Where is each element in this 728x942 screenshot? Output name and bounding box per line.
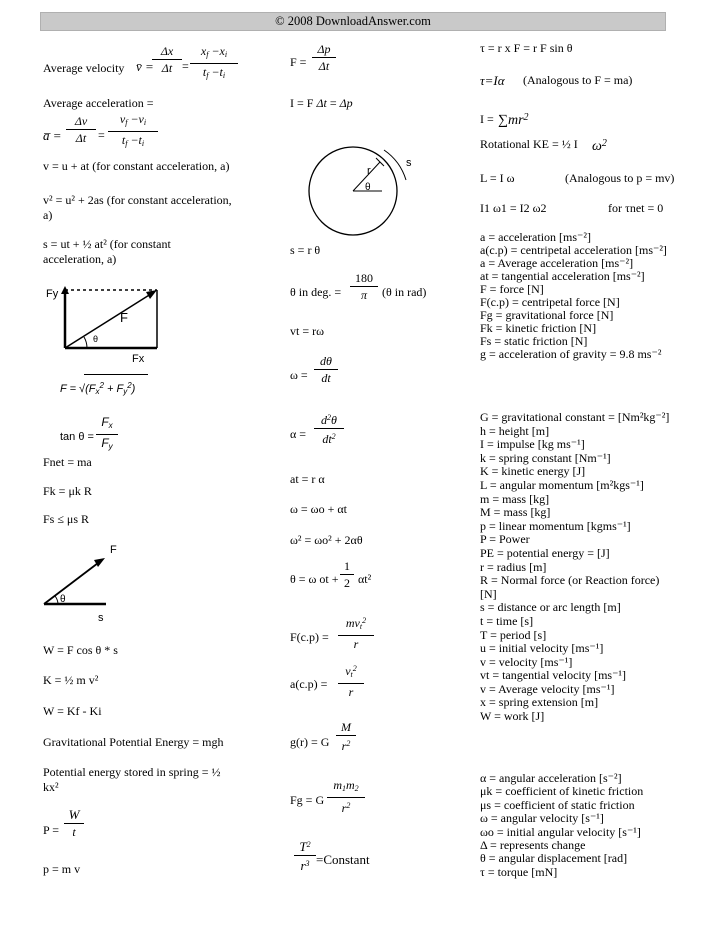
legend-item: μs = coefficient of static friction bbox=[480, 797, 635, 812]
avg-accel-symbol: a̅ = bbox=[43, 128, 62, 143]
legend-item: F(c.p) = centripetal force [N] bbox=[480, 295, 620, 309]
avg-accel-label: Average acceleration = bbox=[43, 96, 154, 110]
eq-kepler-end: =Constant bbox=[316, 852, 370, 867]
eq-kinetic-energy: K = ½ m v² bbox=[43, 673, 99, 687]
eq-inertia-label: I = bbox=[480, 112, 494, 126]
legend-item: m = mass [kg] bbox=[480, 491, 550, 506]
eq-torque-alpha-note: (Analogous to F = ma) bbox=[523, 73, 633, 87]
legend-item: T = period [s] bbox=[480, 627, 547, 642]
eq-spring-pe-line2: kx² bbox=[43, 780, 59, 794]
legend-item: v = velocity [ms⁻¹] bbox=[480, 654, 573, 669]
legend-item: t = time [s] bbox=[480, 613, 534, 628]
radius-label: r bbox=[367, 165, 371, 177]
legend-item: h = height [m] bbox=[480, 423, 550, 438]
eq-force-magnitude: $F = √(F_x^2 + F_y^2)$ bbox=[60, 381, 136, 396]
avg-velocity-symbol: v̄ = bbox=[136, 59, 154, 74]
eq-power-label: P = bbox=[43, 823, 59, 837]
legend-item: F = force [N] bbox=[480, 282, 544, 296]
legend-group-1 bbox=[480, 231, 720, 361]
alpha-fraction: $d^2\theta$ $dt^2$ bbox=[314, 411, 344, 446]
power-fraction: W t bbox=[64, 808, 84, 839]
eq-theta-label: θ = ω ot + bbox=[290, 572, 339, 586]
eq-velocity: v = u + at (for constant acceleration, a) bbox=[43, 159, 230, 173]
eq-net-force: Fnet = ma bbox=[43, 455, 92, 469]
centripetal-accel-fraction: $v_t^2$ r bbox=[338, 662, 364, 699]
legend-item: r = radius [m] bbox=[480, 559, 547, 574]
eq-velocity-squared-line2: a) bbox=[43, 208, 53, 222]
sqrt-bar bbox=[84, 374, 148, 375]
legend-item: α = angular acceleration [s⁻²] bbox=[480, 771, 622, 785]
legend-item: g = acceleration of gravity = 9.8 ms⁻² bbox=[480, 347, 662, 361]
eq-kinetic-friction: Fk = μk R bbox=[43, 484, 92, 498]
eq-inertia-sum: $\sum mr^2$ bbox=[498, 112, 529, 128]
legend-item: u = initial velocity [ms⁻¹] bbox=[480, 641, 604, 656]
eq-rotational-ke-omega: $\omega^2$ bbox=[592, 138, 607, 154]
legend-item: a(c.p) = centripetal acceleration [ms⁻²] bbox=[480, 243, 667, 257]
work-distance-label: s bbox=[98, 612, 104, 624]
avg-velocity-fraction-1: Δx Δt bbox=[152, 44, 182, 75]
legend-item: θ = angular displacement [rad] bbox=[480, 851, 628, 866]
eq-omega-time: ω = ωo + αt bbox=[290, 502, 347, 516]
fx-label: Fx bbox=[132, 353, 145, 365]
eq-momentum: p = m v bbox=[43, 862, 81, 876]
angle-label: θ bbox=[365, 182, 371, 193]
legend-item: P = Power bbox=[480, 532, 530, 547]
eq-spring-pe-line1: Potential energy stored in spring = ½ bbox=[43, 765, 221, 779]
tan-fraction: $F_x$ $F_y$ bbox=[96, 415, 118, 454]
circle-arc-diagram bbox=[300, 140, 440, 245]
eq-omega-label: ω = bbox=[290, 368, 308, 382]
legend-item: G = gravitational constant = [Nm²kg⁻²] bbox=[480, 410, 670, 424]
eq-gravity-label: g(r) = G bbox=[290, 735, 330, 749]
eq-omega-squared: ω² = ωo² + 2αθ bbox=[290, 533, 363, 547]
legend-item: k = spring constant [Nm⁻¹] bbox=[480, 450, 611, 465]
eq-degree-label: θ in deg. = bbox=[290, 285, 342, 299]
eq-impulse: I = F Δt = Δp bbox=[290, 96, 353, 110]
legend-item: Fk = kinetic friction [N] bbox=[480, 321, 597, 335]
theta-label: θ bbox=[93, 334, 99, 344]
eq-gravitational-pe: Gravitational Potential Energy = mgh bbox=[43, 735, 224, 749]
omega-fraction: dθ dt bbox=[314, 354, 338, 385]
grav-force-fraction: $m_1m_2$ $r^2$ bbox=[327, 778, 365, 815]
avg-accel-fraction-2: $v_f -v_i$ $t_f -t_i$ bbox=[108, 112, 158, 151]
impulse-prefix: I = F bbox=[290, 96, 314, 110]
legend-group-2 bbox=[480, 411, 720, 724]
eq-displacement-line2: acceleration, a) bbox=[43, 252, 117, 266]
degree-fraction: 180 π bbox=[350, 271, 378, 302]
eq-displacement-line1: s = ut + ½ at² (for constant bbox=[43, 237, 171, 251]
legend-item: K = kinetic energy [J] bbox=[480, 464, 586, 479]
work-diagram bbox=[40, 540, 150, 630]
eq-momentum-conservation: I1 ω1 = I2 ω2 bbox=[480, 201, 547, 215]
eq-momentum-conservation-note: for τnet = 0 bbox=[608, 201, 664, 215]
legend-item: τ = torque [mN] bbox=[480, 864, 558, 879]
centripetal-force-fraction: $mv_t^2$ r bbox=[338, 614, 374, 651]
legend-item: Fg = gravitational force [N] bbox=[480, 308, 614, 322]
eq-tangential-velocity: vt = rω bbox=[290, 324, 324, 338]
work-force-label: F bbox=[110, 544, 117, 556]
kepler-fraction: $T^2$ $r^3$ bbox=[294, 838, 316, 873]
eq-grav-force-label: Fg = G bbox=[290, 793, 325, 807]
legend-item: a = acceleration [ms⁻²] bbox=[480, 230, 591, 244]
eq-work: W = F cos θ * s bbox=[43, 643, 118, 657]
work-theta-label: θ bbox=[60, 594, 66, 605]
avg-velocity-label: Average velocity bbox=[43, 61, 125, 75]
legend-item: Δ = represents change bbox=[480, 838, 586, 853]
legend-item: s = distance or arc length [m] bbox=[480, 600, 621, 615]
eq-torque-alpha: τ=Iα bbox=[480, 73, 505, 88]
legend-item: R = Normal force (or Reaction force) bbox=[480, 573, 660, 588]
legend-item: vt = tangential velocity [ms⁻¹] bbox=[480, 668, 626, 683]
legend-item: p = linear momentum [kgms⁻¹] bbox=[480, 518, 631, 533]
legend-item: a = Average acceleration [ms⁻²] bbox=[480, 256, 634, 270]
legend-item: M = mass [kg] bbox=[480, 505, 551, 520]
legend-item: ωo = initial angular velocity [s⁻¹] bbox=[480, 824, 641, 839]
eq-force-label: F = bbox=[290, 55, 307, 69]
fy-label: Fy bbox=[46, 288, 59, 300]
half-fraction: 1 2 bbox=[340, 559, 354, 590]
legend-item: v = Average velocity [ms⁻¹] bbox=[480, 681, 615, 696]
eq-degree-note: (θ in rad) bbox=[382, 285, 427, 299]
eq-arc-length: s = r θ bbox=[290, 243, 321, 257]
eq-centripetal-force-label: F(c.p) = bbox=[290, 630, 329, 644]
force-label: F bbox=[120, 310, 128, 325]
legend-item: x = spring extension [m] bbox=[480, 695, 599, 710]
legend-item: I = impulse [kg ms⁻¹] bbox=[480, 437, 585, 452]
legend-item: μk = coefficient of kinetic friction bbox=[480, 784, 644, 799]
gravity-fraction: M $r^2$ bbox=[336, 720, 356, 753]
eq-rotational-ke: Rotational KE = ½ I bbox=[480, 137, 578, 151]
legend-item: ω = angular velocity [s⁻¹] bbox=[480, 811, 604, 826]
eq-torque: τ = r x F = r F sin θ bbox=[480, 41, 573, 55]
tan-label: tan θ = bbox=[60, 431, 94, 443]
legend-item: L = angular momentum [m²kgs⁻¹] bbox=[480, 477, 644, 492]
legend-item: [N] bbox=[480, 586, 497, 601]
avg-velocity-fraction-2: $x_f -x_i$ $t_f -t_i$ bbox=[190, 44, 238, 83]
eq-work-energy: W = Kf - Ki bbox=[43, 704, 102, 718]
eq-centripetal-accel-label: a(c.p) = bbox=[290, 677, 328, 691]
legend-item: at = tangential acceleration [ms⁻²] bbox=[480, 269, 645, 283]
eq-angular-momentum-note: (Analogous to p = mv) bbox=[565, 171, 675, 185]
force-components-diagram bbox=[40, 282, 170, 367]
eq-alpha-label: α = bbox=[290, 427, 307, 441]
eq-tangential-accel: at = r α bbox=[290, 472, 325, 486]
avg-accel-fraction-1: Δv Δt bbox=[66, 114, 96, 145]
legend-group-3 bbox=[480, 772, 720, 879]
page-header: © 2008 DownloadAnswer.com bbox=[40, 12, 666, 31]
eq-velocity-squared-line1: v² = u² + 2as (for constant acceleration, bbox=[43, 193, 232, 207]
eq-static-friction: Fs ≤ μs R bbox=[43, 512, 90, 526]
eq-theta-end: αt² bbox=[358, 572, 372, 586]
legend-item: PE = potential energy = [J] bbox=[480, 545, 610, 560]
legend-item: Fs = static friction [N] bbox=[480, 334, 588, 348]
legend-item: W = work [J] bbox=[480, 709, 545, 724]
equals-sign: = bbox=[182, 59, 189, 73]
arc-label: s bbox=[406, 157, 412, 169]
eq-angular-momentum: L = I ω bbox=[480, 171, 515, 185]
force-fraction: Δp Δt bbox=[312, 42, 336, 73]
equals-sign: = bbox=[98, 128, 105, 142]
